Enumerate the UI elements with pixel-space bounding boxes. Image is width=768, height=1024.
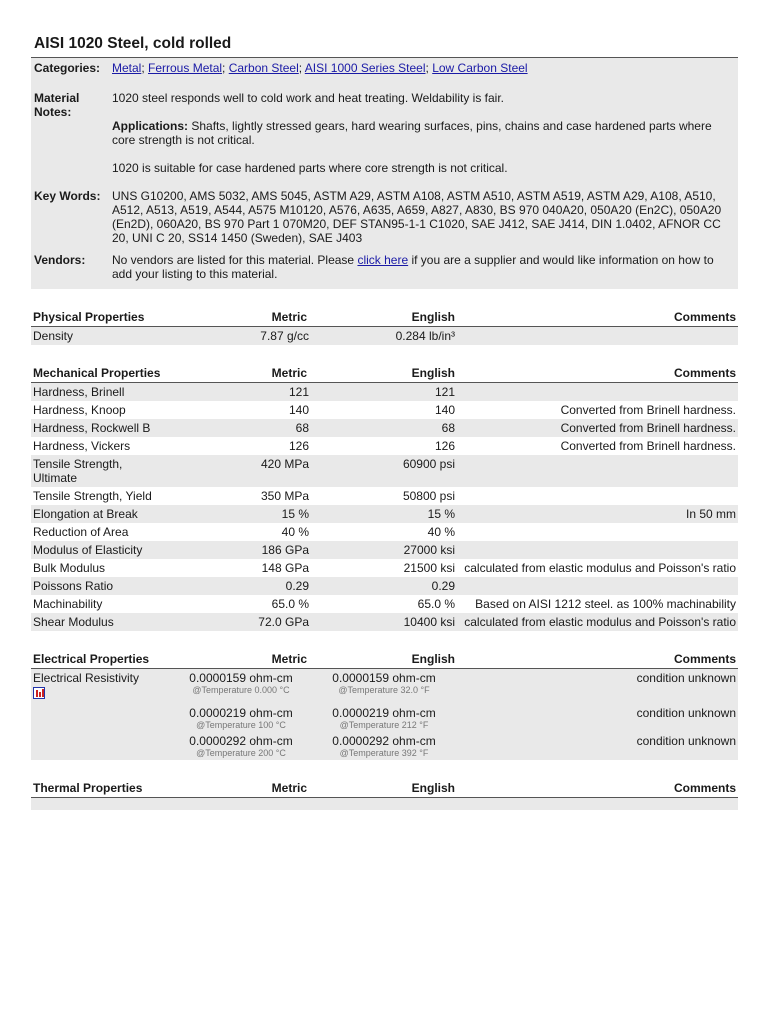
thermal-properties-heading: Thermal Properties: [31, 778, 171, 798]
english-column-header: English: [311, 363, 457, 383]
datasheet: [31, 34, 738, 810]
metric-column-header: Metric: [171, 649, 311, 669]
english-column-header: English: [311, 649, 457, 669]
keywords-label: Key Words:: [34, 189, 101, 203]
mechanical-properties-header: [31, 363, 738, 383]
comments-column-header: Comments: [457, 649, 738, 669]
categories-label: Categories:: [34, 61, 101, 75]
property-name: Electrical Resistivity: [33, 671, 140, 685]
notes-case-hardened: 1020 is suitable for case hardened parts where core strength is not critical.: [112, 161, 508, 175]
categories-list: Metal; Ferrous Metal; Carbon Steel; AISI 1000 Series Steel; Low Carbon Steel: [112, 61, 528, 75]
table-row: Electrical Resistivity 0.0000159 ohm-cm @Temperature 0.000 °C 0.0000159 ohm-cm @Temperature 32.0 °F condition unknown: [31, 669, 738, 705]
vendors-text: No vendors are listed for this material. Please click here if you are a supplier and would like information on how to add your listing to this material.: [112, 253, 714, 281]
table-row: Hardness, Vickers 126 126 Converted from Brinell hardness.: [33, 439, 736, 453]
table-row: Tensile Strength, Ultimate 420 MPa 60900 psi: [31, 455, 738, 487]
electrical-properties-heading: Electrical Properties: [31, 649, 171, 669]
metric-column-header: Metric: [171, 363, 311, 383]
table-row: 0.0000292 ohm-cm @Temperature 200 °C 0.0000292 ohm-cm @Temperature 392 °F condition unknown: [31, 732, 738, 760]
english-column-header: English: [311, 307, 457, 327]
mechanical-properties-heading: Mechanical Properties: [31, 363, 171, 383]
material-info-panel: [31, 58, 738, 289]
material-notes-row: [34, 91, 734, 175]
table-row: Modulus of Elasticity 186 GPa 27000 ksi: [31, 541, 738, 559]
table-row: Machinability 65.0 % 65.0 % Based on AISI 1212 steel. as 100% machinability: [33, 597, 736, 611]
thermal-properties-header: [31, 778, 738, 798]
table-row: Shear Modulus 72.0 GPa 10400 ksi calculated from elastic modulus and Poisson's ratio: [33, 615, 736, 629]
metric-column-header: Metric: [171, 778, 311, 798]
physical-properties-heading: Physical Properties: [31, 307, 171, 327]
material-notes-label: Material Notes:: [34, 91, 80, 119]
table-row: Reduction of Area 40 % 40 %: [33, 525, 455, 539]
category-link-low-carbon-steel[interactable]: Low Carbon Steel: [432, 61, 528, 75]
vendors-label: Vendors:: [34, 253, 86, 267]
category-link-metal[interactable]: Metal: [112, 61, 142, 75]
category-link-carbon-steel[interactable]: Carbon Steel: [228, 61, 299, 75]
category-link-ferrous-metal[interactable]: Ferrous Metal: [148, 61, 223, 75]
keywords-row: [34, 189, 734, 245]
vendor-click-here-link[interactable]: click here: [357, 253, 409, 267]
english-column-header: English: [311, 778, 457, 798]
category-link-aisi-1000-series[interactable]: AISI 1000 Series Steel: [304, 61, 426, 75]
properties-table: [31, 289, 738, 810]
table-row: 0.0000219 ohm-cm @Temperature 100 °C 0.0000219 ohm-cm @Temperature 212 °F condition unknown: [31, 704, 738, 732]
bar-chart-icon[interactable]: [33, 687, 45, 699]
keywords-text: UNS G10200, AMS 5032, AMS 5045, ASTM A29, ASTM A108, ASTM A510, ASTM A519, ASTM A29, A108, A510, A512, A513, A519, A544, A575 M10120, A576, A635, A659, A827, A830, BS 970 040A20, 050A20 (En2C), 050A20 (En2D), 060A20, BS 970 Part 1 070M20, DEF STAN95-1-1 C1020, SAE J412, SAE J414, DIN 1.0402, AFNOR CC 20, UNI C 20, SS14 1450 (Sweden), SAE J403: [112, 189, 722, 245]
table-row: Bulk Modulus 148 GPa 21500 ksi calculated from elastic modulus and Poisson's ratio: [33, 561, 736, 575]
table-row: Density 7.87 g/cc 0.284 lb/in³: [31, 327, 738, 346]
table-row: Poissons Ratio 0.29 0.29: [31, 577, 738, 595]
table-row: Hardness, Knoop 140 140 Converted from Brinell hardness.: [33, 403, 736, 417]
comments-column-header: Comments: [457, 363, 738, 383]
physical-properties-header: [31, 307, 738, 327]
comments-column-header: Comments: [457, 778, 738, 798]
table-row: Tensile Strength, Yield 350 MPa 50800 psi: [33, 489, 455, 503]
page-title: AISI 1020 Steel, cold rolled: [31, 34, 738, 58]
table-row: Hardness, Brinell 121 121: [31, 383, 738, 402]
table-row: [31, 798, 738, 811]
notes-applications: [112, 119, 734, 147]
electrical-properties-header: [31, 649, 738, 669]
notes-weldability: 1020 steel responds well to cold work and heat treating. Weldability is fair.: [112, 91, 504, 105]
vendors-row: [34, 253, 734, 281]
metric-column-header: Metric: [171, 307, 311, 327]
categories-row: [34, 61, 734, 75]
comments-column-header: Comments: [457, 307, 738, 327]
table-row: Elongation at Break 15 % 15 % In 50 mm: [33, 507, 736, 521]
applications-text: Shafts, lightly stressed gears, hard wearing surfaces, pins, chains and case hardened parts where core strength is not critical.: [112, 119, 712, 147]
table-row: Hardness, Rockwell B 68 68 Converted from Brinell hardness.: [33, 421, 736, 435]
applications-label: Applications:: [112, 119, 189, 133]
